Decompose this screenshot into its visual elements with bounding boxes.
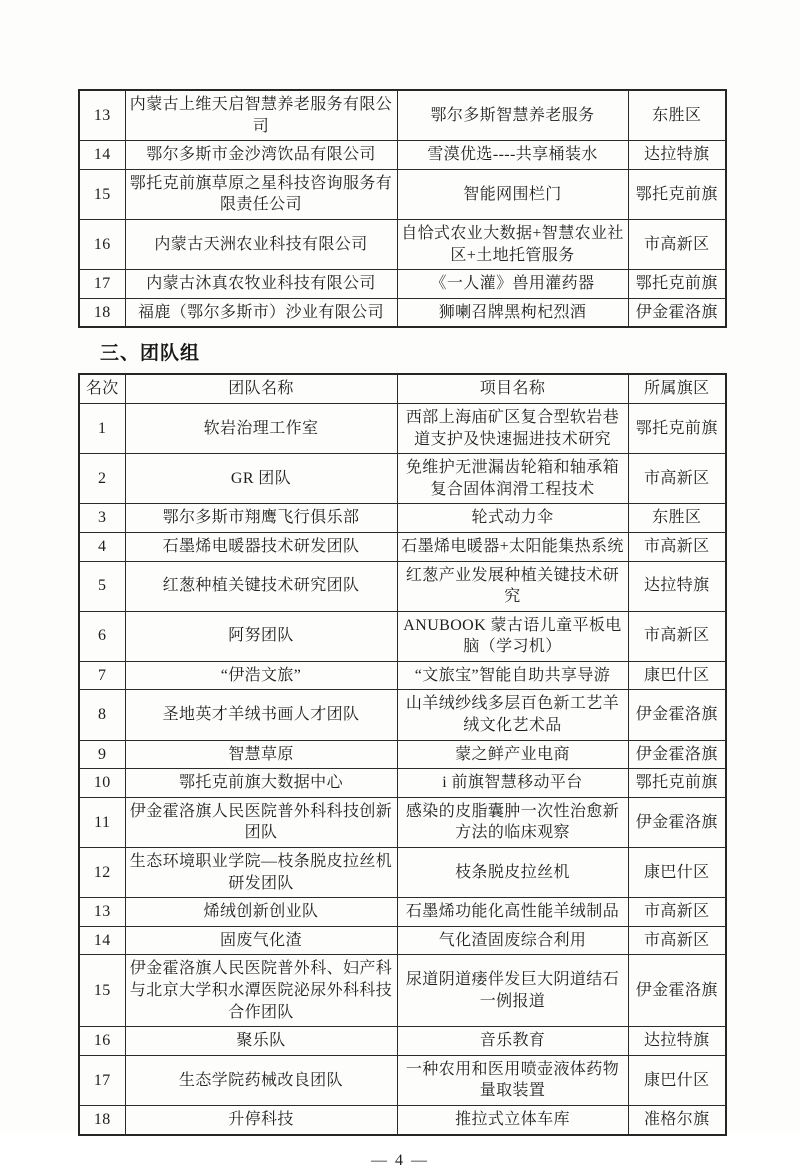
district-cell: 准格尔旗 bbox=[628, 1105, 726, 1134]
company-name-cell: 鄂尔多斯市金沙湾饮品有限公司 bbox=[125, 141, 397, 170]
table-row bbox=[79, 532, 726, 561]
district-cell: 鄂托克前旗 bbox=[628, 769, 726, 798]
table-row bbox=[79, 403, 726, 453]
rank-cell: 18 bbox=[79, 1105, 125, 1134]
enterprise-table-continued bbox=[78, 89, 727, 328]
district-cell: 市高新区 bbox=[628, 926, 726, 955]
district-cell: 鄂托克前旗 bbox=[628, 169, 726, 219]
rank-cell: 13 bbox=[79, 90, 125, 141]
rank-cell: 2 bbox=[79, 454, 125, 504]
team-name-cell: 鄂尔多斯市翔鹰飞行俱乐部 bbox=[125, 504, 397, 533]
project-name-cell: 红葱产业发展种植关键技术研究 bbox=[397, 561, 628, 611]
header-team-name: 团队名称 bbox=[125, 374, 397, 403]
table-row bbox=[79, 848, 726, 898]
district-cell: 鄂托克前旗 bbox=[628, 403, 726, 453]
table-row bbox=[79, 661, 726, 690]
project-name-cell: ANUBOOK 蒙古语儿童平板电脑（学习机） bbox=[397, 611, 628, 661]
table-row bbox=[79, 219, 726, 269]
district-cell: 达拉特旗 bbox=[628, 141, 726, 170]
rank-cell: 8 bbox=[79, 690, 125, 740]
project-name-cell: 感染的皮脂囊肿一次性治愈新方法的临床观察 bbox=[397, 797, 628, 847]
table-row bbox=[79, 797, 726, 847]
rank-cell: 10 bbox=[79, 769, 125, 798]
team-name-cell: 固废气化渣 bbox=[125, 926, 397, 955]
team-name-cell: 生态环境职业学院—枝条脱皮拉丝机研发团队 bbox=[125, 848, 397, 898]
table-row bbox=[79, 90, 726, 141]
rank-cell: 16 bbox=[79, 219, 125, 269]
rank-cell: 17 bbox=[79, 1055, 125, 1105]
district-cell: 康巴什区 bbox=[628, 1055, 726, 1105]
table-row bbox=[79, 1027, 726, 1056]
rank-cell: 15 bbox=[79, 955, 125, 1027]
rank-cell: 18 bbox=[79, 298, 125, 327]
rank-cell: 14 bbox=[79, 926, 125, 955]
project-name-cell: 推拉式立体车库 bbox=[397, 1105, 628, 1134]
page-number: — 4 — bbox=[371, 1151, 429, 1169]
table-row bbox=[79, 141, 726, 170]
project-name-cell: 尿道阴道瘘伴发巨大阴道结石一例报道 bbox=[397, 955, 628, 1027]
team-name-cell: 烯绒创新创业队 bbox=[125, 898, 397, 927]
project-name-cell: 气化渣固废综合利用 bbox=[397, 926, 628, 955]
table-row bbox=[79, 611, 726, 661]
company-name-cell: 福鹿（鄂尔多斯市）沙业有限公司 bbox=[125, 298, 397, 327]
rank-cell: 4 bbox=[79, 532, 125, 561]
project-name-cell: 音乐教育 bbox=[397, 1027, 628, 1056]
district-cell: 鄂托克前旗 bbox=[628, 270, 726, 299]
district-cell: 市高新区 bbox=[628, 611, 726, 661]
team-name-cell: 阿努团队 bbox=[125, 611, 397, 661]
team-name-cell: 圣地英才羊绒书画人才团队 bbox=[125, 690, 397, 740]
rank-cell: 3 bbox=[79, 504, 125, 533]
district-cell: 市高新区 bbox=[628, 454, 726, 504]
company-name-cell: 内蒙古上维天启智慧养老服务有限公司 bbox=[125, 90, 397, 141]
table-row bbox=[79, 1055, 726, 1105]
table-row bbox=[79, 169, 726, 219]
rank-cell: 7 bbox=[79, 661, 125, 690]
team-name-cell: 软岩治理工作室 bbox=[125, 403, 397, 453]
project-name-cell: 蒙之鲜产业电商 bbox=[397, 740, 628, 769]
team-name-cell: “伊浩文旅” bbox=[125, 661, 397, 690]
table-row bbox=[79, 270, 726, 299]
project-name-cell: 智能网围栏门 bbox=[397, 169, 628, 219]
district-cell: 伊金霍洛旗 bbox=[628, 955, 726, 1027]
team-name-cell: 升停科技 bbox=[125, 1105, 397, 1134]
table-row bbox=[79, 690, 726, 740]
rank-cell: 6 bbox=[79, 611, 125, 661]
rank-cell: 1 bbox=[79, 403, 125, 453]
district-cell: 伊金霍洛旗 bbox=[628, 690, 726, 740]
table-row bbox=[79, 504, 726, 533]
team-name-cell: GR 团队 bbox=[125, 454, 397, 504]
project-name-cell: 石墨烯电暖器+太阳能集热系统 bbox=[397, 532, 628, 561]
project-name-cell: “文旅宝”智能自助共享导游 bbox=[397, 661, 628, 690]
team-name-cell: 生态学院药械改良团队 bbox=[125, 1055, 397, 1105]
district-cell: 市高新区 bbox=[628, 219, 726, 269]
district-cell: 东胜区 bbox=[628, 504, 726, 533]
rank-cell: 13 bbox=[79, 898, 125, 927]
project-name-cell: 轮式动力伞 bbox=[397, 504, 628, 533]
district-cell: 康巴什区 bbox=[628, 661, 726, 690]
header-district: 所属旗区 bbox=[628, 374, 726, 403]
district-cell: 伊金霍洛旗 bbox=[628, 797, 726, 847]
project-name-cell: 一种农用和医用喷壶液体药物量取装置 bbox=[397, 1055, 628, 1105]
project-name-cell: 石墨烯功能化高性能羊绒制品 bbox=[397, 898, 628, 927]
district-cell: 市高新区 bbox=[628, 532, 726, 561]
project-name-cell: 狮喇召牌黑枸杞烈酒 bbox=[397, 298, 628, 327]
table-row bbox=[79, 454, 726, 504]
rank-cell: 12 bbox=[79, 848, 125, 898]
district-cell: 伊金霍洛旗 bbox=[628, 298, 726, 327]
team-name-cell: 伊金霍洛旗人民医院普外科、妇产科与北京大学积水潭医院泌尿外科科技合作团队 bbox=[125, 955, 397, 1027]
project-name-cell: 《一人灌》兽用灌药器 bbox=[397, 270, 628, 299]
district-cell: 东胜区 bbox=[628, 90, 726, 141]
team-table bbox=[78, 373, 727, 1135]
table-row bbox=[79, 740, 726, 769]
company-name-cell: 内蒙古沐真农牧业科技有限公司 bbox=[125, 270, 397, 299]
company-name-cell: 内蒙古天洲农业科技有限公司 bbox=[125, 219, 397, 269]
table-row bbox=[79, 926, 726, 955]
project-name-cell: 山羊绒纱线多层百色新工艺羊绒文化艺术品 bbox=[397, 690, 628, 740]
team-name-cell: 红葱种植关键技术研究团队 bbox=[125, 561, 397, 611]
rank-cell: 5 bbox=[79, 561, 125, 611]
team-name-cell: 鄂托克前旗大数据中心 bbox=[125, 769, 397, 798]
table-row bbox=[79, 955, 726, 1027]
rank-cell: 17 bbox=[79, 270, 125, 299]
project-name-cell: 鄂尔多斯智慧养老服务 bbox=[397, 90, 628, 141]
district-cell: 达拉特旗 bbox=[628, 561, 726, 611]
project-name-cell: 雪漠优选----共享桶装水 bbox=[397, 141, 628, 170]
table-row bbox=[79, 1105, 726, 1134]
team-name-cell: 智慧草原 bbox=[125, 740, 397, 769]
table-row bbox=[79, 769, 726, 798]
rank-cell: 15 bbox=[79, 169, 125, 219]
table-row bbox=[79, 561, 726, 611]
district-cell: 康巴什区 bbox=[628, 848, 726, 898]
table-row bbox=[79, 898, 726, 927]
header-project-name: 项目名称 bbox=[397, 374, 628, 403]
table-header-row bbox=[79, 374, 726, 403]
team-name-cell: 聚乐队 bbox=[125, 1027, 397, 1056]
rank-cell: 9 bbox=[79, 740, 125, 769]
district-cell: 市高新区 bbox=[628, 898, 726, 927]
rank-cell: 14 bbox=[79, 141, 125, 170]
team-name-cell: 伊金霍洛旗人民医院普外科科技创新团队 bbox=[125, 797, 397, 847]
project-name-cell: 自恰式农业大数据+智慧农业社区+土地托管服务 bbox=[397, 219, 628, 269]
project-name-cell: 免维护无泄漏齿轮箱和轴承箱复合固体润滑工程技术 bbox=[397, 454, 628, 504]
project-name-cell: 西部上海庙矿区复合型软岩巷道支护及快速掘进技术研究 bbox=[397, 403, 628, 453]
district-cell: 伊金霍洛旗 bbox=[628, 740, 726, 769]
team-name-cell: 石墨烯电暖器技术研发团队 bbox=[125, 532, 397, 561]
company-name-cell: 鄂托克前旗草原之星科技咨询服务有限责任公司 bbox=[125, 169, 397, 219]
project-name-cell: i 前旗智慧移动平台 bbox=[397, 769, 628, 798]
district-cell: 达拉特旗 bbox=[628, 1027, 726, 1056]
project-name-cell: 枝条脱皮拉丝机 bbox=[397, 848, 628, 898]
table-row bbox=[79, 298, 726, 327]
header-rank: 名次 bbox=[79, 374, 125, 403]
rank-cell: 16 bbox=[79, 1027, 125, 1056]
section-heading-team-group: 三、团队组 bbox=[100, 343, 201, 365]
rank-cell: 11 bbox=[79, 797, 125, 847]
